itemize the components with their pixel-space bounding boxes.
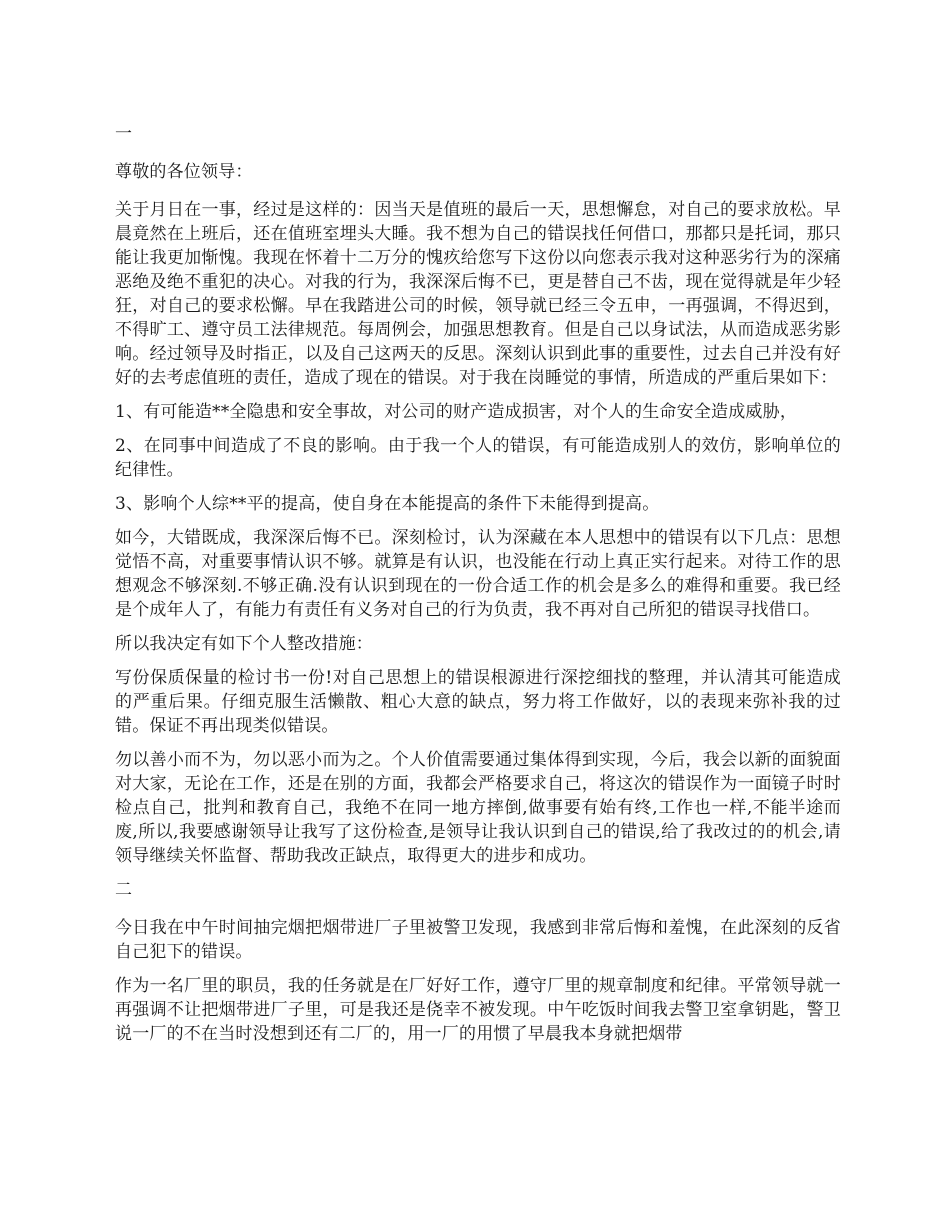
paragraph: 作为一名厂里的职员，我的任务就是在厂好好工作，遵守厂里的规章制度和纪律。平常领导就一再强调不让把烟带进厂子里，可是我还是侥幸不被发现。中午吃饭时间我去警卫室拿钥匙，警卫说一厂的不在当时没想到还有二厂的，用一厂的用惯了早晨我本身就把烟带	[115, 976, 841, 1044]
paragraph: 如今，大错既成，我深深后悔不已。深刻检讨，认为深藏在本人思想中的错误有以下几点：思想觉悟不高，对重要事情认识不够。就算是有认识，也没能在行动上真正实行起来。对待工作的思想观念不够深刻.不够正确.没有认识到现在的一份合适工作的机会是多么的难得和重要。我已经是个成年人了，有能力有责任有义务对自己的行为负责，我不再对自己所犯的错误寻找借口。	[115, 528, 841, 620]
section-2-marker: 二	[115, 880, 133, 900]
paragraph: 关于月日在一事，经过是这样的：因当天是值班的最后一天，思想懈怠，对自己的要求放松。早晨竟然在上班后，还在值班室埋头大睡。我不想为自己的错误找任何借口，那都只是托词，那只能让我更加惭愧。我现在怀着十二万分的愧疚给您写下这份以向您表示我对这种恶劣行为的深痛恶绝及绝不重犯的决心。对我的行为，我深深后悔不已，更是替自己不齿，现在觉得就是年少轻狂，对自己的要求松懈。早在我踏进公司的时候，领导就已经三令五申，一再强调，不得迟到，不得旷工、遵守员工法律规范。每周例会，加强思想教育。但是自己以身试法，从而造成恶劣影响。经过领导及时指正，以及自己这两天的反思。深刻认识到此事的重要性，过去自己并没有好好的去考虑值班的责任，造成了现在的错误。对于我在岗睡觉的事情，所造成的严重后果如下：	[115, 200, 841, 388]
paragraph: 所以我决定有如下个人整改措施：	[115, 634, 373, 654]
document-body	[115, 122, 841, 1056]
paragraph-consequence-1: 1、有可能造**全隐患和安全事故，对公司的财产造成损害，对个人的生命安全造成威胁，	[115, 402, 798, 422]
paragraph: 勿以善小而不为，勿以恶小而为之。个人价值需要通过集体得到实现，今后，我会以新的面貌面对大家，无论在工作，还是在别的方面，我都会严格要求自己，将这次的错误作为一面镜子时时检点自己，批判和教育自己，我绝不在同一地方摔倒,做事要有始有终,工作也一样,不能半途而废,所以,我要感谢领导让我写了这份检查,是领导让我认识到自己的错误,给了我改过的的机会,请领导继续关怀监督、帮助我改正缺点，取得更大的进步和成功。	[115, 750, 841, 866]
paragraph: 写份保质保量的检讨书一份!对自己思想上的错误根源进行深挖细找的整理，并认清其可能造成的严重后果。仔细克服生活懒散、粗心大意的缺点，努力将工作做好，以的表现来弥补我的过错。保证不再出现类似错误。	[115, 668, 841, 736]
paragraph-consequence-2: 2、在同事中间造成了不良的影响。由于我一个人的错误，有可能造成别人的效仿，影响单位的纪律性。	[115, 436, 841, 480]
section-1-marker: 一	[115, 124, 133, 144]
salutation: 尊敬的各位领导：	[115, 162, 253, 182]
paragraph-consequence-3: 3、影响个人综**平的提高，使自身在本能提高的条件下未能得到提高。	[115, 494, 660, 514]
paragraph: 今日我在中午时间抽完烟把烟带进厂子里被警卫发现，我感到非常后悔和羞愧，在此深刻的反省自己犯下的错误。	[115, 918, 841, 962]
